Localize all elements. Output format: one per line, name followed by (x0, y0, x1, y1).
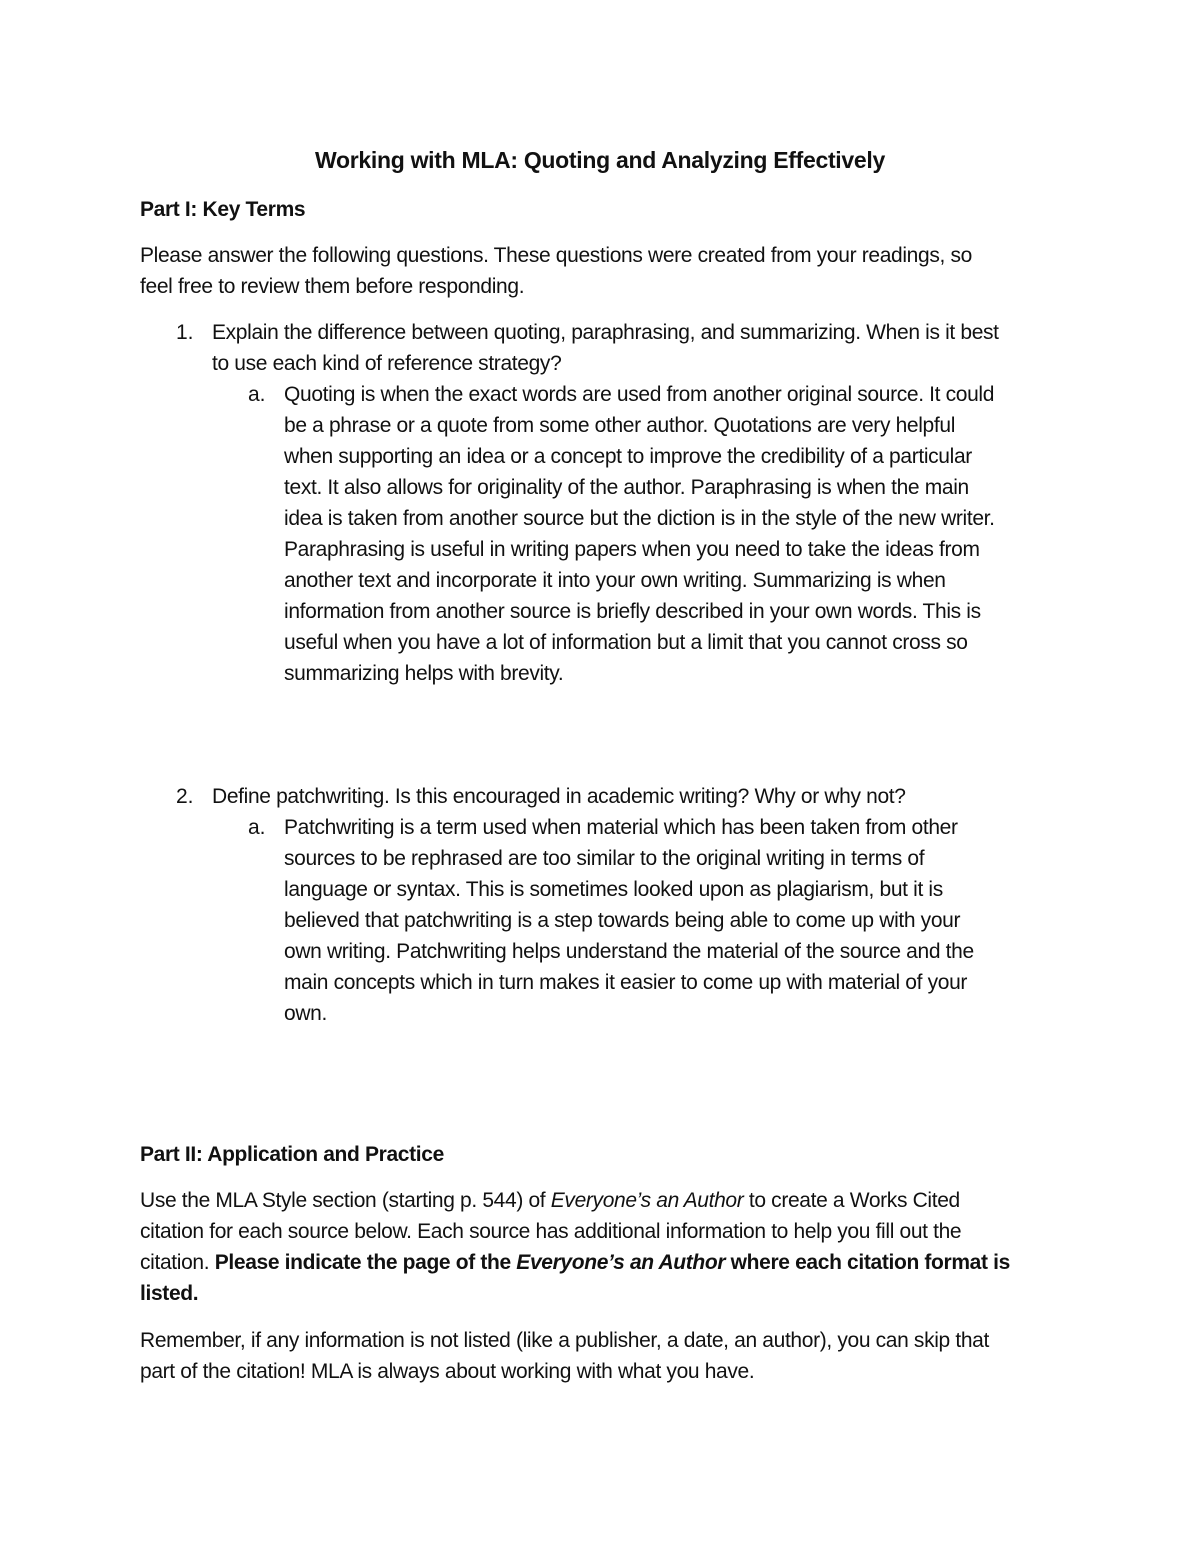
part2-instructions (140, 1185, 1010, 1309)
part2-text: to create a Works Cited (743, 1189, 960, 1212)
answer-1-line: when supporting an idea or a concept to improve the credibility of a particular (284, 445, 972, 468)
answer-1-line: another text and incorporate it into your own writing. Summarizing is when (284, 569, 946, 592)
question-2-line: Define patchwriting. Is this encouraged in academic writing? Why or why not? (212, 785, 906, 808)
answer-2-line: main concepts which in turn makes it easier to come up with material of your (284, 971, 968, 994)
answer-1-line: useful when you have a lot of information but a limit that you cannot cross so (284, 631, 968, 654)
book-title: Everyone’s an Author (550, 1189, 744, 1212)
part1-heading: Part I: Key Terms (140, 198, 306, 221)
part2-bold-text: Please indicate the page of the (214, 1251, 517, 1274)
document-title: Working with MLA: Quoting and Analyzing Effectively (315, 147, 885, 173)
question-1-line: to use each kind of reference strategy? (212, 352, 562, 375)
part2-instructions-line: listed. (140, 1282, 199, 1305)
part2-instructions-line: citation for each source below. Each source has additional information to help you fill out the (140, 1220, 962, 1243)
question-1-number: 1. (176, 321, 194, 344)
book-title: Everyone’s an Author (516, 1251, 726, 1274)
answer-2-line: own. (284, 1002, 327, 1025)
answer-1-line: summarizing helps with brevity. (284, 662, 564, 685)
answer-1-line: be a phrase or a quote from some other author. Quotations are very helpful (284, 414, 956, 437)
answer-1-line: information from another source is briefly described in your own words. This is (284, 600, 981, 623)
part2-reminder-line: part of the citation! MLA is always about working with what you have. (140, 1360, 755, 1383)
part2-reminder (140, 1325, 989, 1387)
answer-2-line: language or syntax. This is sometimes looked upon as plagiarism, but it is (284, 878, 943, 901)
answer-1-line: idea is taken from another source but the diction is in the style of the new writer. (284, 507, 995, 530)
answer-1-marker: a. (248, 383, 266, 406)
part2-heading: Part II: Application and Practice (140, 1143, 444, 1166)
question-1-text (212, 317, 999, 379)
part2-text: Use the MLA Style section (starting p. 544) of (140, 1189, 551, 1212)
question-2-text (212, 781, 906, 812)
answer-2-marker: a. (248, 816, 266, 839)
answer-1-line: Quoting is when the exact words are used from another original source. It could (284, 383, 995, 406)
part2-instructions-line (140, 1247, 1010, 1278)
answer-2-line: Patchwriting is a term used when material which has been taken from other (284, 816, 958, 839)
part1-intro-line: feel free to review them before responding. (140, 275, 525, 298)
part2-text: citation. (140, 1251, 215, 1274)
part2-instructions-line (140, 1185, 1010, 1216)
answer-1-line: Paraphrasing is useful in writing papers when you need to take the ideas from (284, 538, 980, 561)
answer-2-line: believed that patchwriting is a step towards being able to come up with your (284, 909, 961, 932)
part1-intro (140, 240, 972, 302)
answer-2-line: own writing. Patchwriting helps understand the material of the source and the (284, 940, 974, 963)
part2-reminder-line: Remember, if any information is not listed (like a publisher, a date, an author), you can skip that (140, 1329, 989, 1352)
answer-1-text (284, 379, 995, 689)
answer-2-line: sources to be rephrased are too similar to the original writing in terms of (284, 847, 925, 870)
answer-1-line: text. It also allows for originality of the author. Paraphrasing is when the main (284, 476, 969, 499)
answer-2-text (284, 812, 974, 1029)
part1-intro-line: Please answer the following questions. These questions were created from your readings, so (140, 244, 972, 267)
question-2-number: 2. (176, 785, 194, 808)
question-1-line: Explain the difference between quoting, paraphrasing, and summarizing. When is it best (212, 321, 999, 344)
part2-bold-text: where each citation format is (725, 1251, 1010, 1274)
